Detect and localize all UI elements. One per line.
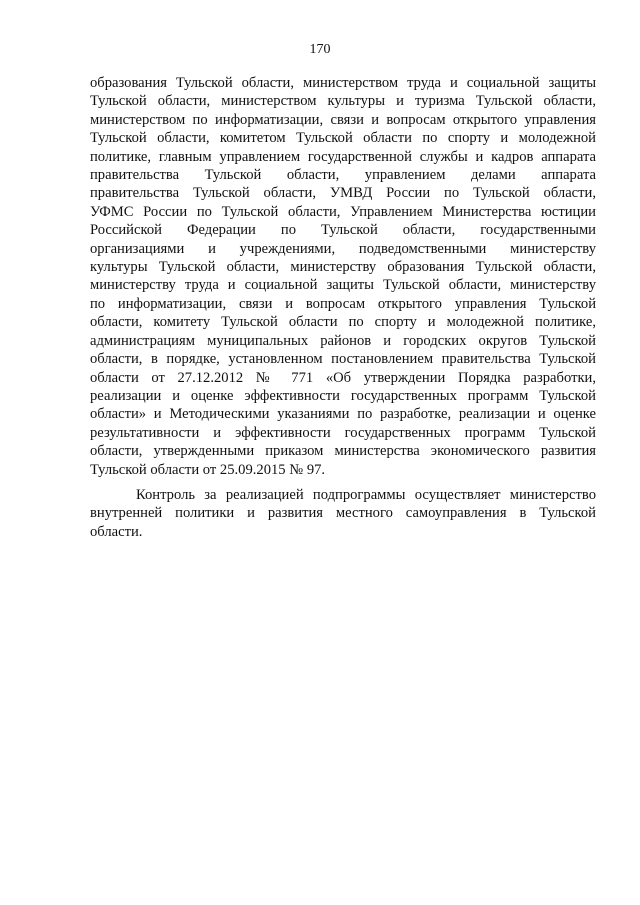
text-line: политике, главным управлением государственной службы и кадров аппарата [90, 148, 596, 165]
text-line: министерству труда и социальной защиты Тульской области, министерству [90, 277, 596, 294]
text-line: образования Тульской области, министерством труда и социальной защиты [90, 75, 596, 91]
text-line: области. [90, 523, 143, 540]
body-text [90, 74, 596, 541]
text-line: культуры Тульской области, министерству образования Тульской области, [90, 259, 596, 276]
text-line: реализации и оценке эффективности государственных программ Тульской [90, 387, 596, 404]
text-line: правительства Тульской области, управлением делами аппарата [90, 167, 596, 184]
text-line: правительства Тульской области, УМВД России по Тульской области, [90, 185, 596, 202]
text-line: министерством по информатизации, связи и вопросам открытого управления [90, 111, 596, 128]
text-line: администрациям муниципальных районов и городских округов Тульской [90, 332, 596, 349]
text-line: Российской Федерации по Тульской области, государственными [90, 222, 596, 239]
text-line: Контроль за реализацией подпрограммы осуществляет министерство [136, 486, 596, 503]
text-line: организациями и учреждениями, подведомственными министерству [90, 240, 596, 257]
paragraph-2 [90, 486, 596, 541]
text-line: области, утвержденными приказом министерства экономического развития [90, 443, 596, 460]
text-line: Тульской области от 25.09.2015 № 97. [90, 461, 326, 478]
text-line: по информатизации, связи и вопросам открытого управления Тульской [90, 295, 596, 312]
text-line: области, в порядке, установленном постановлением правительства Тульской [90, 351, 596, 368]
page-number: 170 [309, 42, 331, 57]
text-line: Тульской области, комитетом Тульской области по спорту и молодежной [90, 130, 596, 147]
text-line: области» и Методическими указаниями по разработке, реализации и оценке [90, 406, 596, 423]
paragraph-1 [90, 74, 596, 479]
text-line: УФМС России по Тульской области, Управлением Министерства юстиции [90, 203, 596, 220]
text-line: результативности и эффективности государственных программ Тульской [90, 424, 596, 441]
text-line: области от 27.12.2012 № 771 «Об утверждении Порядка разработки, [90, 369, 596, 386]
text-line: области, комитету Тульской области по спорту и молодежной политике, [90, 314, 596, 331]
text-line: внутренней политики и развития местного самоуправления в Тульской [90, 505, 596, 522]
text-line: Тульской области, министерством культуры и туризма Тульской области, [90, 93, 596, 110]
